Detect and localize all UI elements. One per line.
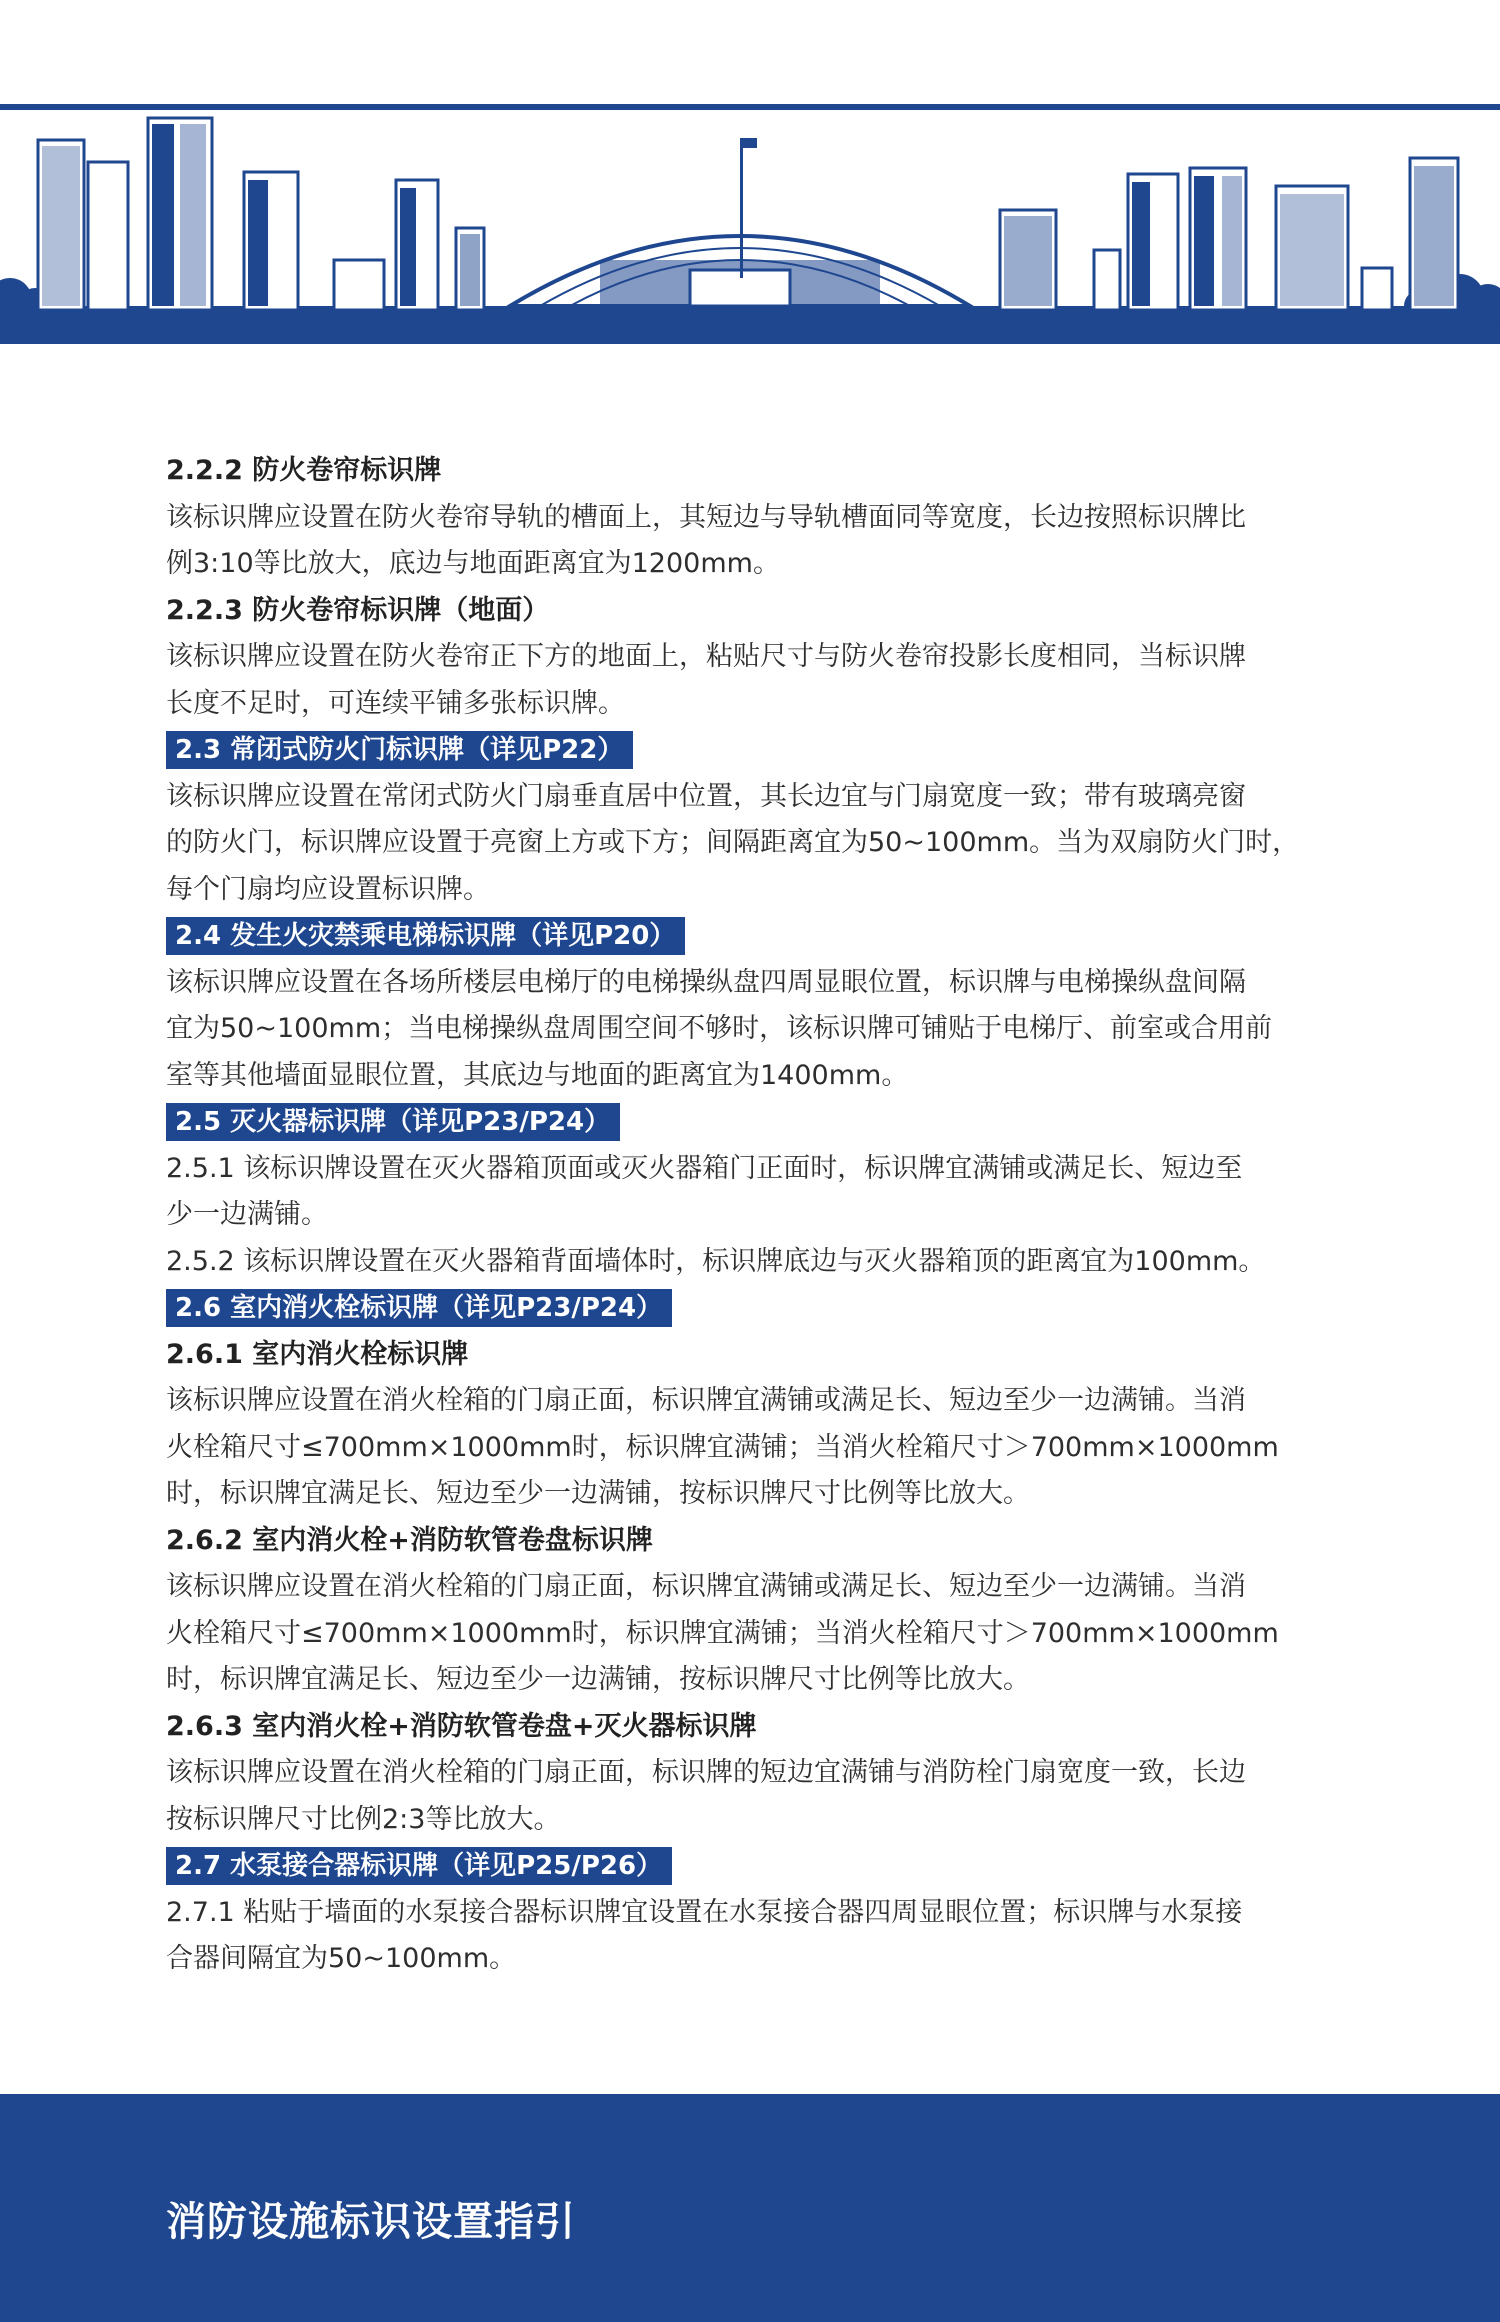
paragraph-line: 每个门扇均应设置标识牌。 [166, 873, 490, 905]
section-heading-row [166, 727, 1416, 774]
paragraph-line: 少一边满铺。 [166, 1199, 328, 1230]
paragraph-line: 例3:10等比放大，底边与地面距离宜为1200mm。 [166, 548, 780, 579]
paragraph-line: 该标识牌应设置在防火卷帘正下方的地面上，粘贴尺寸与防火卷帘投影长度相同，当标识牌 [166, 641, 1246, 672]
paragraph-line: 2.5.1 该标识牌设置在灭火器箱顶面或灭火器箱门正面时，标识牌宜满铺或满足长、短边至 [166, 1152, 1243, 1184]
paragraph-line: 2.7.1 粘贴于墙面的水泵接合器标识牌宜设置在水泵接合器四周显眼位置；标识牌与水泵接 [166, 1896, 1243, 1928]
paragraph-line: 宜为50~100mm；当电梯操纵盘周围空间不够时，该标识牌可铺贴于电梯厅、前室或合用前 [166, 1013, 1273, 1044]
section-heading-row [166, 1099, 1416, 1146]
section-heading: 2.7 水泵接合器标识牌（详见P25/P26） [166, 1847, 672, 1885]
section-heading-row [166, 1285, 1416, 1332]
paragraph-line: 该标识牌应设置在常闭式防火门扇垂直居中位置，其长边宜与门扇宽度一致；带有玻璃亮窗 [166, 780, 1246, 812]
paragraph-line: 时，标识牌宜满足长、短边至少一边满铺，按标识牌尺寸比例等比放大。 [166, 1478, 1030, 1509]
paragraph-line: 按标识牌尺寸比例2:3等比放大。 [166, 1803, 561, 1835]
section-heading-row [166, 1843, 1416, 1890]
paragraph-line: 2.5.2 该标识牌设置在灭火器箱背面墙体时，标识牌底边与灭火器箱顶的距离宜为100mm。 [166, 1245, 1266, 1277]
city-skyline-banner [0, 110, 1500, 344]
section-heading-row [166, 913, 1416, 960]
section-heading: 2.5 灭火器标识牌（详见P23/P24） [166, 1103, 620, 1141]
paragraph-line: 时，标识牌宜满足长、短边至少一边满铺，按标识牌尺寸比例等比放大。 [166, 1664, 1030, 1695]
section-heading: 2.6 室内消火栓标识牌（详见P23/P24） [166, 1289, 672, 1327]
section-heading: 2.3 常闭式防火门标识牌（详见P22） [166, 731, 633, 769]
footer-band [0, 2094, 1500, 2322]
paragraph-line: 火栓箱尺寸≤700mm×1000mm时，标识牌宜满铺；当消火栓箱尺寸＞700mm×1000mm [166, 1431, 1279, 1463]
subsection-heading: 2.6.2 室内消火栓+消防软管卷盘标识牌 [166, 1524, 653, 1556]
subsection-heading: 2.2.3 防火卷帘标识牌（地面） [166, 594, 550, 626]
paragraph-line: 该标识牌应设置在消火栓箱的门扇正面，标识牌宜满铺或满足长、短边至少一边满铺。当消 [166, 1385, 1246, 1416]
subsection-heading: 2.2.2 防火卷帘标识牌 [166, 455, 442, 486]
paragraph-line: 该标识牌应设置在防火卷帘导轨的槽面上，其短边与导轨槽面同等宽度，长边按照标识牌比 [166, 501, 1246, 533]
paragraph-line: 该标识牌应设置在各场所楼层电梯厅的电梯操纵盘四周显眼位置，标识牌与电梯操纵盘间隔 [166, 966, 1246, 998]
paragraph-line: 该标识牌应设置在消火栓箱的门扇正面，标识牌的短边宜满铺与消防栓门扇宽度一致，长边 [166, 1757, 1246, 1788]
paragraph-line: 室等其他墙面显眼位置，其底边与地面的距离宜为1400mm。 [166, 1059, 909, 1091]
paragraph-line: 的防火门，标识牌应设置于亮窗上方或下方；间隔距离宜为50~100mm。当为双扇防火门时， [166, 827, 1300, 858]
paragraph-line: 长度不足时，可连续平铺多张标识牌。 [166, 687, 625, 719]
section-heading: 2.4 发生火灾禁乘电梯标识牌（详见P20） [166, 917, 685, 955]
paragraph-line: 该标识牌应设置在消火栓箱的门扇正面，标识牌宜满铺或满足长、短边至少一边满铺。当消 [166, 1571, 1246, 1602]
document-body [166, 448, 1416, 1983]
paragraph-line: 火栓箱尺寸≤700mm×1000mm时，标识牌宜满铺；当消火栓箱尺寸＞700mm×1000mm [166, 1617, 1279, 1649]
subsection-heading: 2.6.1 室内消火栓标识牌 [166, 1338, 469, 1370]
paragraph-line: 合器间隔宜为50~100mm。 [166, 1943, 517, 1974]
subsection-heading: 2.6.3 室内消火栓+消防软管卷盘+灭火器标识牌 [166, 1710, 757, 1742]
footer-title: 消防设施标识设置指引 [166, 2199, 576, 2245]
